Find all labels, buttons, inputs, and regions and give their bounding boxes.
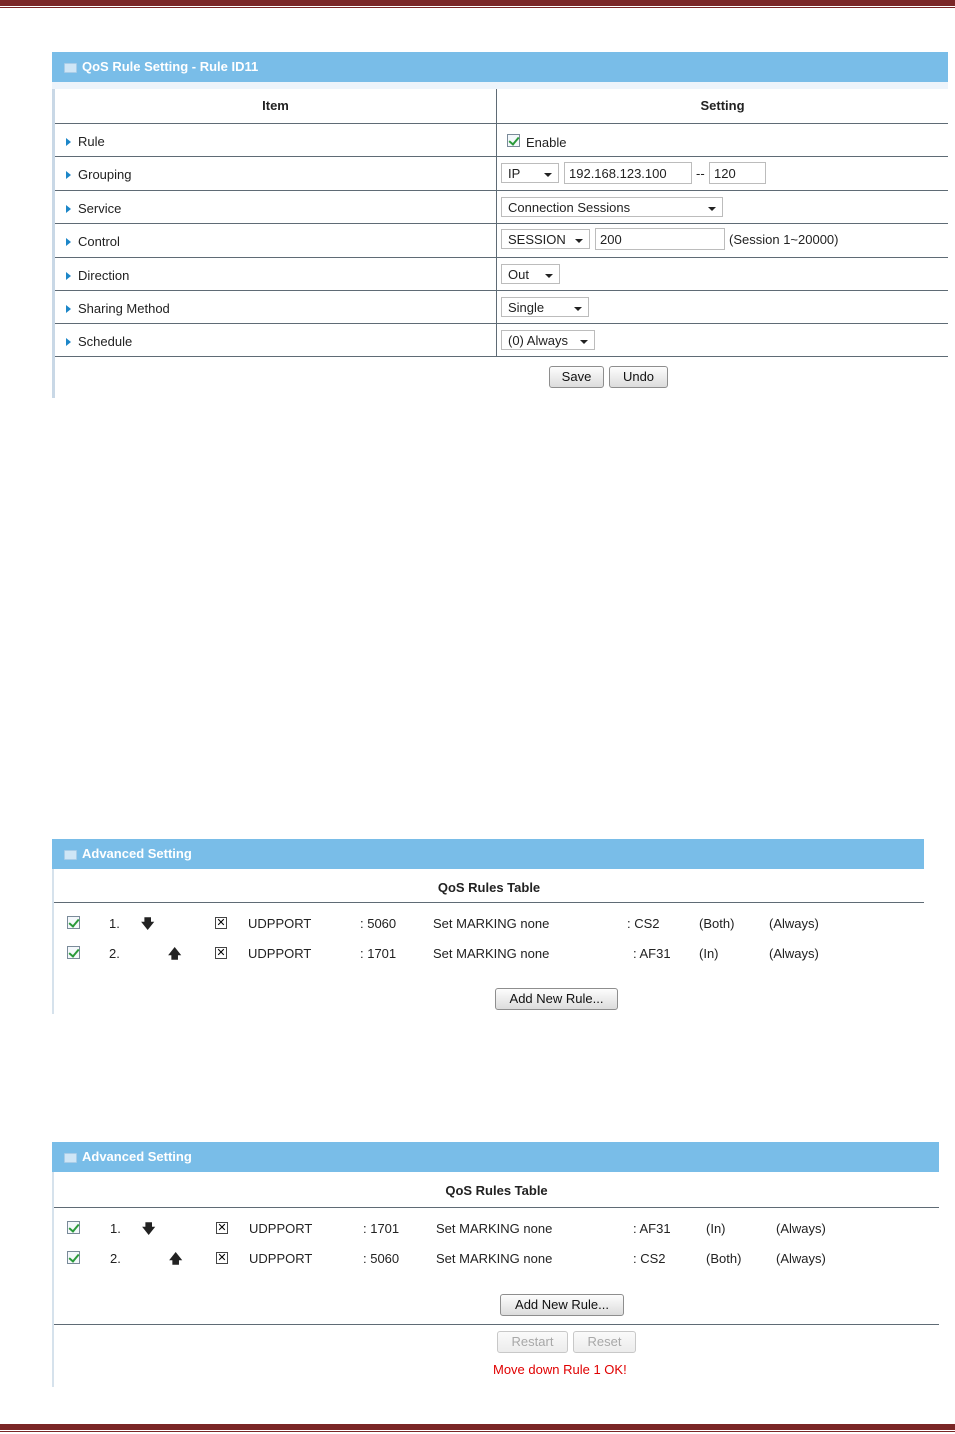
bullet-arrow-icon <box>66 305 71 313</box>
row-label: Schedule <box>78 334 133 349</box>
table-divider <box>54 1207 939 1208</box>
grouping-type-select[interactable]: IP <box>501 163 559 183</box>
row-label: Direction <box>78 268 130 283</box>
add-new-rule-button[interactable]: Add New Rule... <box>495 988 618 1010</box>
rule-schedule: (Always) <box>769 916 819 931</box>
table-divider <box>54 902 924 903</box>
rule-direction: (Both) <box>699 916 735 931</box>
row-label: Rule <box>78 134 105 149</box>
rule-port: : 1701 <box>363 1221 400 1236</box>
bullet-arrow-icon <box>66 272 71 280</box>
column-header-setting: Setting <box>700 98 745 113</box>
table-header-row <box>55 89 948 124</box>
arrow-up-icon[interactable]: 🡅 <box>169 1251 183 1266</box>
panel-header <box>52 1142 939 1172</box>
panel-title: Advanced Setting <box>82 846 192 861</box>
qos-rule-setting-panel <box>52 52 948 398</box>
reset-button[interactable]: Reset <box>573 1331 636 1353</box>
rule-schedule: (Always) <box>776 1251 826 1266</box>
rule-type: UDPPORT <box>248 916 312 931</box>
save-button[interactable]: Save <box>549 366 604 388</box>
rule-type: UDPPORT <box>248 946 312 961</box>
table-row <box>54 945 924 965</box>
panel-header <box>52 52 948 82</box>
row-label: Control <box>78 234 120 249</box>
table-title: QoS Rules Table <box>445 1183 548 1198</box>
row-label: Service <box>78 201 122 216</box>
rule-port: : 5060 <box>360 916 397 931</box>
rule-enable-label: Enable <box>526 135 567 150</box>
rule-marking: : CS2 <box>627 916 660 931</box>
rule-number: 2. <box>110 1251 121 1266</box>
row-label: Grouping <box>78 167 132 182</box>
page-top-rule <box>0 0 955 6</box>
table-row <box>54 915 924 935</box>
bullet-arrow-icon <box>66 171 71 179</box>
arrow-down-icon[interactable]: 🡇 <box>141 916 155 931</box>
rule-enabled-checkbox[interactable] <box>67 946 80 959</box>
add-new-rule-button[interactable]: Add New Rule... <box>500 1294 624 1316</box>
rule-marking: : CS2 <box>633 1251 666 1266</box>
table-divider <box>54 1324 939 1325</box>
row-grouping <box>55 157 948 191</box>
advanced-setting-panel-1 <box>52 839 924 1014</box>
bullet-arrow-icon <box>66 238 71 246</box>
row-label: Sharing Method <box>78 301 170 316</box>
chevron-down-icon <box>708 207 716 211</box>
grouping-range-separator: -- <box>696 166 705 181</box>
panel-header-icon <box>64 63 77 73</box>
grouping-ip-end-input[interactable]: 120 <box>709 162 766 184</box>
page-bottom-rule <box>0 1424 955 1430</box>
arrow-down-icon[interactable]: 🡇 <box>142 1221 156 1236</box>
control-hint: (Session 1~20000) <box>729 232 839 247</box>
rule-number: 2. <box>109 946 120 961</box>
restart-button[interactable]: Restart <box>497 1331 568 1353</box>
bullet-arrow-icon <box>66 338 71 346</box>
rule-schedule: (Always) <box>769 946 819 961</box>
rule-enabled-checkbox[interactable] <box>67 1221 80 1234</box>
bullet-arrow-icon <box>66 205 71 213</box>
panel-header-icon <box>64 1153 77 1163</box>
rule-port: : 5060 <box>363 1251 400 1266</box>
control-value-input[interactable]: 200 <box>595 228 725 250</box>
table-title: QoS Rules Table <box>437 880 541 895</box>
undo-button[interactable]: Undo <box>609 366 668 388</box>
bullet-arrow-icon <box>66 138 71 146</box>
rule-port: : 1701 <box>360 946 397 961</box>
row-sharing-method <box>55 291 948 324</box>
row-rule <box>55 124 948 157</box>
rule-direction: (In) <box>706 1221 726 1236</box>
chevron-down-icon <box>575 239 583 243</box>
rule-setting-table <box>55 89 948 398</box>
chevron-down-icon <box>574 307 582 311</box>
panel-title: Advanced Setting <box>82 1149 192 1164</box>
qos-rules-table-2 <box>52 1172 939 1387</box>
delete-icon[interactable]: ✕ <box>217 1222 227 1234</box>
page-top-rule-thin <box>0 7 955 8</box>
page-bottom-rule-thin <box>0 1431 955 1432</box>
table-row <box>54 1220 939 1240</box>
qos-rules-table-1 <box>52 869 924 1014</box>
rule-type: UDPPORT <box>249 1221 313 1236</box>
arrow-up-icon[interactable]: 🡅 <box>168 946 182 961</box>
table-row <box>54 1250 939 1270</box>
delete-icon[interactable]: ✕ <box>216 917 226 929</box>
rule-action: Set MARKING none <box>436 1221 553 1236</box>
panel-left-edge <box>52 89 55 398</box>
chevron-down-icon <box>580 340 588 344</box>
row-control <box>55 224 948 258</box>
chevron-down-icon <box>545 274 553 278</box>
rule-action: Set MARKING none <box>436 1251 553 1266</box>
row-direction <box>55 258 948 291</box>
status-message: Move down Rule 1 OK! <box>493 1362 627 1377</box>
advanced-setting-panel-2 <box>52 1142 939 1387</box>
panel-header <box>52 839 924 869</box>
delete-icon[interactable]: ✕ <box>216 947 226 959</box>
rule-action: Set MARKING none <box>433 946 550 961</box>
column-header-item: Item <box>262 98 289 113</box>
rule-direction: (Both) <box>706 1251 742 1266</box>
panel-header-icon <box>64 850 77 860</box>
direction-select[interactable]: Out <box>501 264 560 284</box>
schedule-select[interactable]: (0) Always <box>501 330 595 350</box>
rule-enabled-checkbox[interactable] <box>67 916 80 929</box>
panel-title: QoS Rule Setting - Rule ID11 <box>82 59 259 74</box>
rule-enabled-checkbox[interactable] <box>67 1251 80 1264</box>
rule-type: UDPPORT <box>249 1251 313 1266</box>
control-type-select[interactable]: SESSION <box>501 229 590 249</box>
rule-number: 1. <box>110 1221 121 1236</box>
sharing-method-select[interactable]: Single <box>501 297 589 317</box>
row-schedule <box>55 324 948 357</box>
chevron-down-icon <box>544 173 552 177</box>
rule-enable-checkbox[interactable] <box>507 134 520 147</box>
rule-direction: (In) <box>699 946 719 961</box>
delete-icon[interactable]: ✕ <box>217 1252 227 1264</box>
rule-schedule: (Always) <box>776 1221 826 1236</box>
rule-number: 1. <box>109 916 120 931</box>
row-service <box>55 191 948 224</box>
rule-marking: : AF31 <box>633 946 671 961</box>
rule-action: Set MARKING none <box>433 916 550 931</box>
grouping-ip-start-input[interactable]: 192.168.123.100 <box>564 162 692 184</box>
rule-marking: : AF31 <box>633 1221 671 1236</box>
service-select[interactable]: Connection Sessions <box>501 197 723 217</box>
